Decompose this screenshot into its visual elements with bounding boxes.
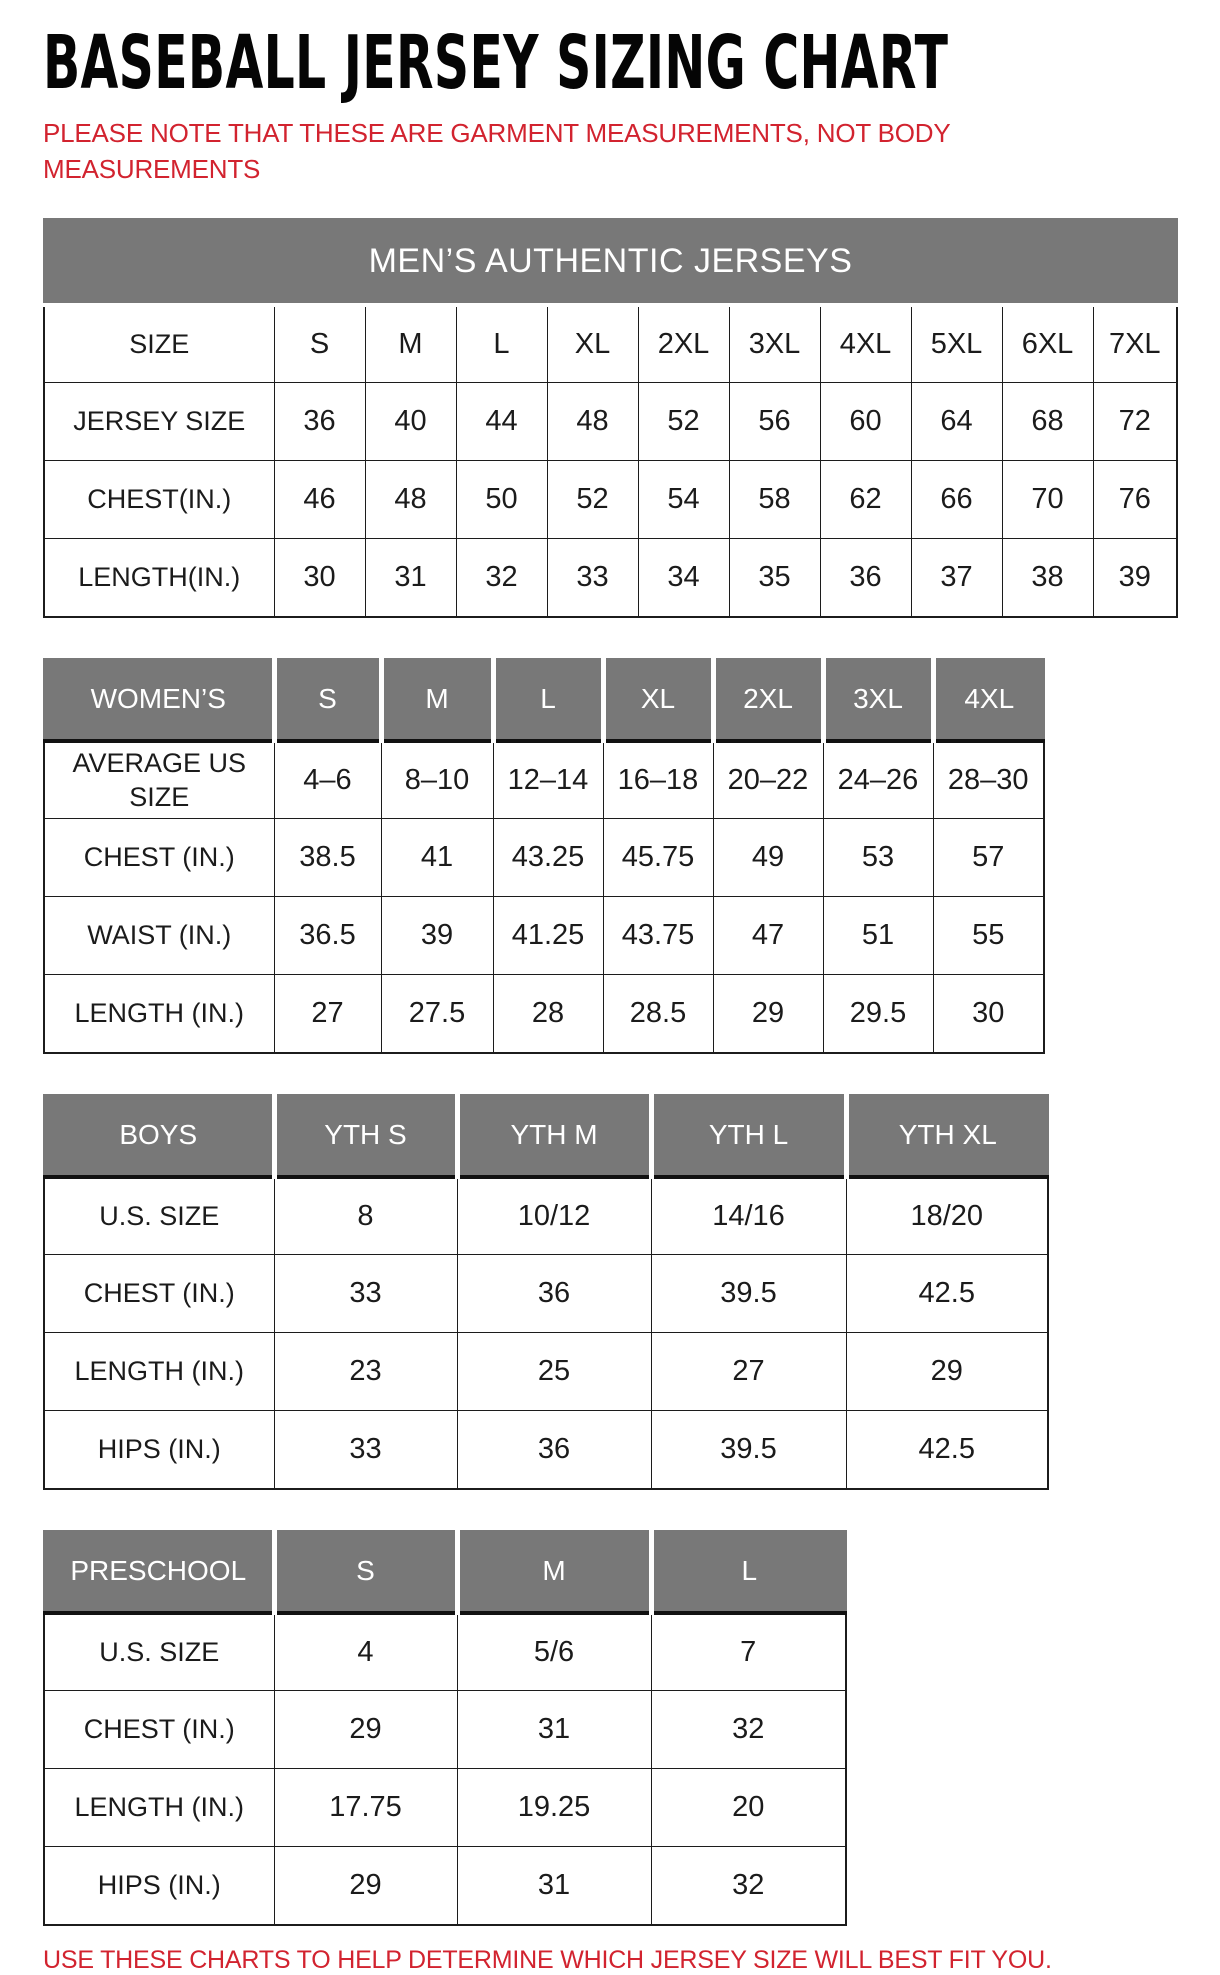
preschool-row-label: LENGTH (IN.) bbox=[44, 1769, 274, 1847]
mens-value-cell: 30 bbox=[274, 539, 365, 617]
mens-row bbox=[44, 383, 1177, 461]
womens-header-col: M bbox=[381, 659, 493, 741]
boys-row-label: CHEST (IN.) bbox=[44, 1255, 274, 1333]
womens-value-cell: 41 bbox=[381, 819, 493, 897]
boys-row bbox=[44, 1411, 1048, 1489]
preschool-sizing-table bbox=[43, 1530, 1200, 1926]
womens-value-cell: 29.5 bbox=[823, 975, 933, 1053]
boys-value-cell: 25 bbox=[457, 1333, 651, 1411]
mens-table-grid bbox=[43, 218, 1178, 618]
preschool-value-cell: 29 bbox=[274, 1847, 457, 1925]
womens-value-cell: 16–18 bbox=[603, 741, 713, 819]
mens-value-cell: 48 bbox=[547, 383, 638, 461]
mens-value-cell: 58 bbox=[729, 461, 820, 539]
womens-row bbox=[44, 975, 1044, 1053]
womens-value-cell: 49 bbox=[713, 819, 823, 897]
womens-value-cell: 45.75 bbox=[603, 819, 713, 897]
womens-value-cell: 29 bbox=[713, 975, 823, 1053]
preschool-row-label: HIPS (IN.) bbox=[44, 1847, 274, 1925]
preschool-value-cell: 17.75 bbox=[274, 1769, 457, 1847]
mens-value-cell: 56 bbox=[729, 383, 820, 461]
mens-value-cell: L bbox=[456, 305, 547, 383]
boys-value-cell: 42.5 bbox=[846, 1411, 1048, 1489]
boys-sizing-table bbox=[43, 1094, 1200, 1490]
mens-value-cell: 33 bbox=[547, 539, 638, 617]
mens-value-cell: 68 bbox=[1002, 383, 1093, 461]
boys-value-cell: 39.5 bbox=[651, 1255, 846, 1333]
womens-header-col: 3XL bbox=[823, 659, 933, 741]
mens-authentic-jerseys-table bbox=[43, 218, 1200, 618]
preschool-row bbox=[44, 1613, 846, 1691]
womens-sizing-table bbox=[43, 658, 1200, 1054]
preschool-value-cell: 20 bbox=[651, 1769, 846, 1847]
boys-row bbox=[44, 1177, 1048, 1255]
womens-header-col: L bbox=[493, 659, 603, 741]
womens-value-cell: 41.25 bbox=[493, 897, 603, 975]
preschool-value-cell: 31 bbox=[457, 1847, 651, 1925]
preschool-value-cell: 4 bbox=[274, 1613, 457, 1691]
womens-row bbox=[44, 897, 1044, 975]
womens-value-cell: 43.75 bbox=[603, 897, 713, 975]
garment-measurement-note: PLEASE NOTE THAT THESE ARE GARMENT MEASUREMENTS, NOT BODY MEASUREMENTS bbox=[43, 118, 950, 184]
boys-value-cell: 36 bbox=[457, 1411, 651, 1489]
mens-value-cell: 44 bbox=[456, 383, 547, 461]
womens-header-col: 2XL bbox=[713, 659, 823, 741]
womens-value-cell: 36.5 bbox=[274, 897, 381, 975]
mens-value-cell: 7XL bbox=[1093, 305, 1177, 383]
boys-value-cell: 29 bbox=[846, 1333, 1048, 1411]
womens-row bbox=[44, 819, 1044, 897]
preschool-row bbox=[44, 1769, 846, 1847]
boys-header-col: YTH S bbox=[274, 1095, 457, 1177]
mens-row bbox=[44, 539, 1177, 617]
mens-row bbox=[44, 461, 1177, 539]
womens-value-cell: 28–30 bbox=[933, 741, 1044, 819]
mens-value-cell: XL bbox=[547, 305, 638, 383]
womens-row-label: LENGTH (IN.) bbox=[44, 975, 274, 1053]
boys-header-label: BOYS bbox=[44, 1095, 274, 1177]
preschool-value-cell: 7 bbox=[651, 1613, 846, 1691]
womens-value-cell: 51 bbox=[823, 897, 933, 975]
womens-value-cell: 43.25 bbox=[493, 819, 603, 897]
mens-row-label: SIZE bbox=[44, 305, 274, 383]
mens-value-cell: 32 bbox=[456, 539, 547, 617]
mens-value-cell: 4XL bbox=[820, 305, 911, 383]
preschool-value-cell: 31 bbox=[457, 1691, 651, 1769]
womens-row-label: AVERAGE US SIZE bbox=[44, 741, 274, 819]
mens-value-cell: S bbox=[274, 305, 365, 383]
preschool-row-label: U.S. SIZE bbox=[44, 1613, 274, 1691]
womens-value-cell: 12–14 bbox=[493, 741, 603, 819]
mens-value-cell: 37 bbox=[911, 539, 1002, 617]
preschool-header-label: PRESCHOOL bbox=[44, 1531, 274, 1613]
fit-advice-footer: USE THESE CHARTS TO HELP DETERMINE WHICH JERSEY SIZE WILL BEST FIT YOU. bbox=[43, 1945, 1052, 1974]
mens-value-cell: 72 bbox=[1093, 383, 1177, 461]
womens-value-cell: 55 bbox=[933, 897, 1044, 975]
preschool-value-cell: 29 bbox=[274, 1691, 457, 1769]
mens-value-cell: 6XL bbox=[1002, 305, 1093, 383]
mens-value-cell: 35 bbox=[729, 539, 820, 617]
mens-row-label: CHEST(IN.) bbox=[44, 461, 274, 539]
mens-value-cell: 50 bbox=[456, 461, 547, 539]
womens-value-cell: 20–22 bbox=[713, 741, 823, 819]
boys-value-cell: 27 bbox=[651, 1333, 846, 1411]
boys-table-grid bbox=[43, 1094, 1049, 1490]
boys-value-cell: 18/20 bbox=[846, 1177, 1048, 1255]
mens-value-cell: 62 bbox=[820, 461, 911, 539]
mens-value-cell: 39 bbox=[1093, 539, 1177, 617]
mens-value-cell: 36 bbox=[820, 539, 911, 617]
womens-header-col: 4XL bbox=[933, 659, 1044, 741]
mens-banner-row bbox=[44, 219, 1177, 305]
preschool-value-cell: 32 bbox=[651, 1691, 846, 1769]
womens-row-label: WAIST (IN.) bbox=[44, 897, 274, 975]
mens-value-cell: 76 bbox=[1093, 461, 1177, 539]
mens-row-label: LENGTH(IN.) bbox=[44, 539, 274, 617]
preschool-header-row bbox=[44, 1531, 846, 1613]
womens-header-col: S bbox=[274, 659, 381, 741]
womens-value-cell: 53 bbox=[823, 819, 933, 897]
womens-value-cell: 8–10 bbox=[381, 741, 493, 819]
mens-value-cell: 52 bbox=[638, 383, 729, 461]
womens-value-cell: 28 bbox=[493, 975, 603, 1053]
womens-header-row bbox=[44, 659, 1044, 741]
mens-value-cell: 36 bbox=[274, 383, 365, 461]
mens-value-cell: 31 bbox=[365, 539, 456, 617]
boys-value-cell: 10/12 bbox=[457, 1177, 651, 1255]
womens-row-label: CHEST (IN.) bbox=[44, 819, 274, 897]
page-title bbox=[43, 20, 1200, 106]
preschool-header-col: M bbox=[457, 1531, 651, 1613]
womens-value-cell: 47 bbox=[713, 897, 823, 975]
boys-value-cell: 42.5 bbox=[846, 1255, 1048, 1333]
preschool-table-grid bbox=[43, 1530, 847, 1926]
womens-value-cell: 38.5 bbox=[274, 819, 381, 897]
womens-header-col: XL bbox=[603, 659, 713, 741]
mens-value-cell: 2XL bbox=[638, 305, 729, 383]
mens-value-cell: 52 bbox=[547, 461, 638, 539]
preschool-header-col: S bbox=[274, 1531, 457, 1613]
preschool-value-cell: 32 bbox=[651, 1847, 846, 1925]
boys-value-cell: 33 bbox=[274, 1411, 457, 1489]
boys-value-cell: 39.5 bbox=[651, 1411, 846, 1489]
mens-row-label: JERSEY SIZE bbox=[44, 383, 274, 461]
boys-value-cell: 8 bbox=[274, 1177, 457, 1255]
preschool-header-col: L bbox=[651, 1531, 846, 1613]
boys-row-label: LENGTH (IN.) bbox=[44, 1333, 274, 1411]
womens-value-cell: 27 bbox=[274, 975, 381, 1053]
mens-banner: MEN’S AUTHENTIC JERSEYS bbox=[44, 219, 1177, 305]
womens-value-cell: 27.5 bbox=[381, 975, 493, 1053]
womens-value-cell: 30 bbox=[933, 975, 1044, 1053]
mens-value-cell: 38 bbox=[1002, 539, 1093, 617]
boys-value-cell: 36 bbox=[457, 1255, 651, 1333]
womens-value-cell: 57 bbox=[933, 819, 1044, 897]
womens-table-grid bbox=[43, 658, 1045, 1054]
womens-header-label: WOMEN’S bbox=[44, 659, 274, 741]
boys-header-col: YTH XL bbox=[846, 1095, 1048, 1177]
preschool-row-label: CHEST (IN.) bbox=[44, 1691, 274, 1769]
womens-value-cell: 39 bbox=[381, 897, 493, 975]
boys-header-col: YTH L bbox=[651, 1095, 846, 1177]
womens-value-cell: 24–26 bbox=[823, 741, 933, 819]
mens-value-cell: M bbox=[365, 305, 456, 383]
mens-value-cell: 3XL bbox=[729, 305, 820, 383]
mens-value-cell: 66 bbox=[911, 461, 1002, 539]
mens-value-cell: 70 bbox=[1002, 461, 1093, 539]
mens-value-cell: 46 bbox=[274, 461, 365, 539]
preschool-value-cell: 5/6 bbox=[457, 1613, 651, 1691]
preschool-value-cell: 19.25 bbox=[457, 1769, 651, 1847]
womens-value-cell: 28.5 bbox=[603, 975, 713, 1053]
womens-value-cell: 4–6 bbox=[274, 741, 381, 819]
preschool-row bbox=[44, 1691, 846, 1769]
mens-value-cell: 60 bbox=[820, 383, 911, 461]
mens-value-cell: 40 bbox=[365, 383, 456, 461]
boys-header-row bbox=[44, 1095, 1048, 1177]
boys-row bbox=[44, 1333, 1048, 1411]
boys-value-cell: 14/16 bbox=[651, 1177, 846, 1255]
mens-value-cell: 64 bbox=[911, 383, 1002, 461]
preschool-row bbox=[44, 1847, 846, 1925]
boys-row-label: HIPS (IN.) bbox=[44, 1411, 274, 1489]
mens-row bbox=[44, 305, 1177, 383]
boys-header-col: YTH M bbox=[457, 1095, 651, 1177]
mens-value-cell: 48 bbox=[365, 461, 456, 539]
mens-value-cell: 34 bbox=[638, 539, 729, 617]
womens-row bbox=[44, 741, 1044, 819]
boys-row bbox=[44, 1255, 1048, 1333]
boys-value-cell: 33 bbox=[274, 1255, 457, 1333]
boys-value-cell: 23 bbox=[274, 1333, 457, 1411]
mens-value-cell: 54 bbox=[638, 461, 729, 539]
page-title-text: BASEBALL JERSEY SIZING CHART bbox=[43, 20, 949, 106]
boys-row-label: U.S. SIZE bbox=[44, 1177, 274, 1255]
mens-value-cell: 5XL bbox=[911, 305, 1002, 383]
